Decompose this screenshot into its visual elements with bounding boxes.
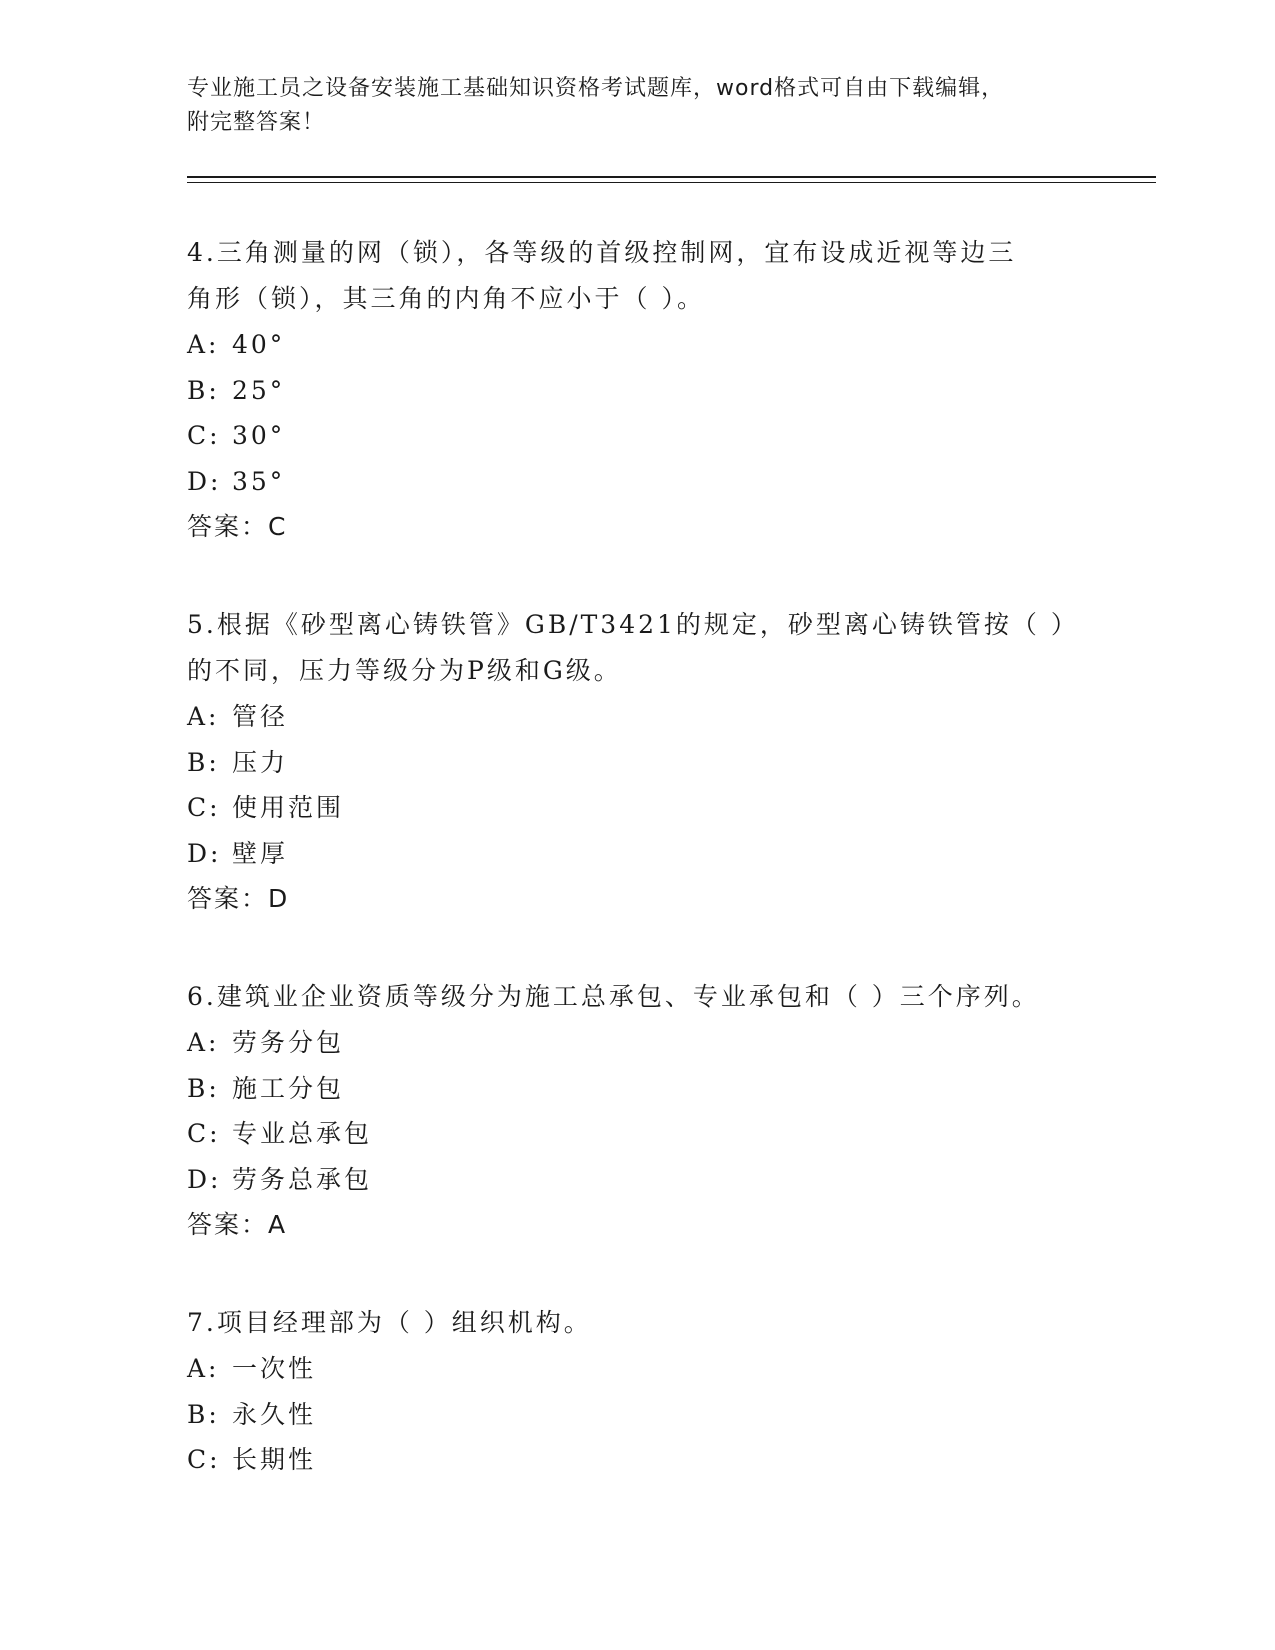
option-b [187,1392,1087,1438]
option-c [187,413,1087,459]
question-text-line: 4.三角测量的网（锁），各等级的首级控制网，宜布设成近视等边三 [187,238,1017,267]
question-text-line: 7.项目经理部为（ ）组织机构。 [187,1308,592,1337]
option-a [187,1020,1087,1066]
question-text-line: 6.建筑业企业资质等级分为施工总承包、专业承包和（ ）三个序列。 [187,982,1040,1011]
option-text: 35° [232,466,286,496]
option-letter: B: [187,1073,220,1103]
option-letter: C: [187,421,221,450]
option-text: 压力 [232,747,289,777]
option-letter: D: [187,838,222,868]
question-item [187,1300,1087,1483]
option-text: 30° [232,421,286,450]
question-text-line: 角形（锁），其三角的内角不应小于（ ）。 [187,284,705,313]
option-letter: B: [187,1399,220,1429]
option-b [187,368,1087,414]
option-letter: C: [187,793,221,822]
option-letter: C: [187,1445,221,1474]
header-divider-thin [187,182,1156,183]
option-letter: B: [187,747,220,777]
option-letter: D: [187,1164,222,1194]
option-text: 劳务分包 [232,1028,345,1057]
option-letter: A: [187,1028,220,1057]
question-item [187,974,1087,1248]
document-header [187,72,1067,140]
question-text-line: 5.根据《砂型离心铸铁管》GB/T3421的规定，砂型离心铸铁管按（ ） [187,610,1079,639]
option-text: 劳务总承包 [232,1164,373,1194]
option-d [187,459,1087,505]
option-letter: A: [187,702,220,731]
option-text: 管径 [232,702,289,731]
option-text: 永久性 [232,1399,317,1429]
option-b [187,740,1087,786]
option-c [187,1111,1087,1157]
option-c [187,785,1087,831]
question-list [187,230,1087,1535]
question-item [187,602,1087,922]
answer-line: 答案：D [187,884,290,913]
option-d [187,1157,1087,1203]
option-text: 使用范围 [232,793,345,822]
option-a [187,322,1087,368]
header-line-1: 专业施工员之设备安装施工基础知识资格考试题库，word格式可自由下载编辑， [187,76,1005,101]
option-d [187,831,1087,877]
option-letter: B: [187,375,220,405]
option-text: 壁厚 [232,838,289,868]
question-item [187,230,1087,550]
option-text: 40° [232,330,286,359]
question-text-line: 的不同，压力等级分为P级和G级。 [187,656,622,685]
option-a [187,1346,1087,1392]
header-line-2: 附完整答案！ [187,110,326,135]
option-letter: A: [187,330,220,359]
option-text: 施工分包 [232,1073,345,1103]
header-divider-thick [187,176,1156,178]
option-text: 25° [232,375,286,405]
option-letter: D: [187,466,222,496]
option-b [187,1066,1087,1112]
option-c [187,1437,1087,1483]
option-text: 长期性 [232,1445,317,1474]
option-text: 一次性 [232,1354,317,1383]
answer-line: 答案：A [187,1210,288,1239]
option-a [187,694,1087,740]
option-letter: A: [187,1354,220,1383]
option-letter: C: [187,1119,221,1148]
answer-line: 答案：C [187,512,288,541]
option-text: 专业总承包 [232,1119,373,1148]
